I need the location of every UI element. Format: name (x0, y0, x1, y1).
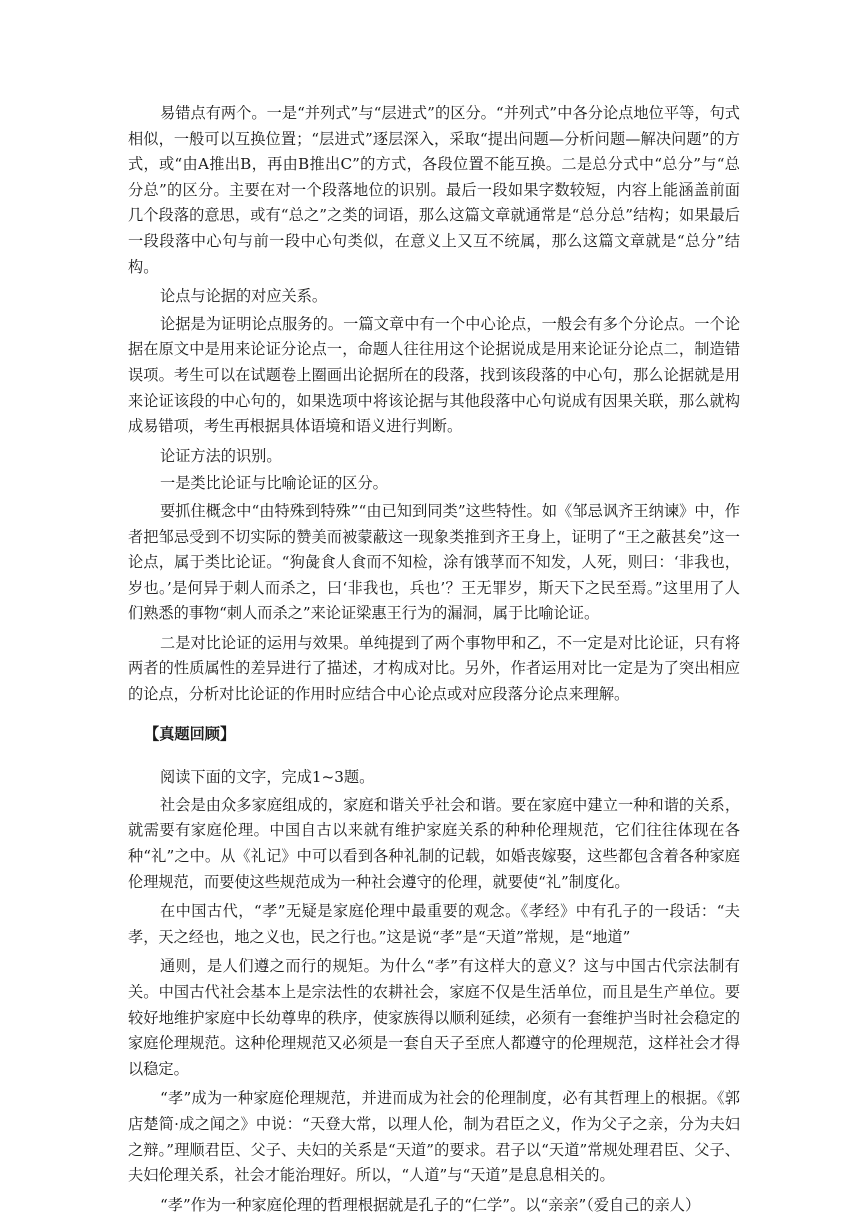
paragraph: 论证方法的识别。 (160, 446, 282, 465)
document-body (128, 101, 740, 1222)
paragraph: 在中国古代，“孝”无疑是家庭伦理中最重要的观念。《孝经》中有孔子的一段话：“夫孝，天之经也，地之义也，民之行也。”这是说“孝”是“天道”常规，是“地道” (128, 902, 740, 946)
paragraph: 阅读下面的文字，完成1~3题。 (160, 768, 375, 787)
paragraph: 论点与论据的对应关系。 (160, 287, 328, 306)
paragraph: 易错点有两个。一是“并列式”与“层进式”的区分。“并列式”中各分论点地位平等，句式相似，一般可以互换位置；“层进式”逐层深入，采取“提出问题—分析问题—解决问题”的方式，或“由A推出B，再由B推出C”的方式，各段位置不能互换。二是总分式中“总分”与“总分总”的区分。主要在对一个段落地位的识别。最后一段如果字数较短，内容上能涵盖前面几个段落的意思，或有“总之”之类的词语，那么这篇文章就通常是“总分总”结构；如果最后一段段落中心句与前一段中心句类似，在意义上又互不统属，那么这篇文章就是“总分”结构。 (128, 104, 740, 276)
paragraph: 通则，是人们遵之而行的规矩。为什么“孝”有这样大的意义？这与中国古代宗法制有关。中国古代社会基本上是宗法性的农耕社会，家庭不仅是生活单位，而且是生产单位。要较好地维护家庭中长幼尊卑的秩序，使家族得以顺利延续，必须有一套维护当时社会稳定的家庭伦理规范。这种伦理规范又必须是一套自天子至庶人都遵守的伦理规范，这样社会才得以稳定。 (128, 957, 740, 1078)
paragraph: 要抓住概念中“由特殊到特殊”“由已知到同类”这些特性。如《邹忌讽齐王纳谏》中，作者把邹忌受到不切实际的赞美而被蒙蔽这一现象类推到齐王身上，证明了“王之蔽甚矣”这一论点，属于类比论证。“狗彘食人食而不知检，涂有饿莩而不知发，人死，则曰：‘非我也，岁也。’是何异于刺人而杀之，曰‘非我也，兵也’？王无罪岁，斯天下之民至焉。”这里用了人们熟悉的事物“刺人而杀之”来论证梁惠王行为的漏洞，属于比喻论证。 (128, 501, 740, 623)
section-heading: 【真题回顾】 (144, 724, 236, 743)
paragraph: 论据是为证明论点服务的。一篇文章中有一个中心论点，一般会有多个分论点。一个论据在原文中是用来论证分论点一，命题人往往用这个论据说成是用来论证分论点二，制造错误项。考生可以在试题卷上圈画出论据所在的段落，找到该段落的中心句，那么论据就是用来论证该段的中心句的，如果选项中将该论据与其他段落中心句说成有因果关联，那么就构成易错项，考生再根据具体语境和语义进行判断。 (128, 314, 740, 436)
paragraph: “孝”作为一种家庭伦理的哲理根据就是孔子的“仁学”。以“亲亲”（爱自己的亲人） (160, 1195, 701, 1214)
paragraph: 社会是由众多家庭组成的，家庭和谐关乎社会和谐。要在家庭中建立一种和谐的关系，就需要有家庭伦理。中国自古以来就有维护家庭关系的种种伦理规范，它们往往体现在各种“礼”之中。从《礼记》中可以看到各种礼制的记载，如婚丧嫁娶，这些都包含着各种家庭伦理规范，而要使这些规范成为一种社会遵守的伦理，就要使“礼”制度化。 (128, 795, 740, 891)
paragraph: “孝”成为一种家庭伦理规范，并进而成为社会的伦理制度，必有其哲理上的根据。《郭店楚简·成之闻之》中说：“天登大常，以理人伦，制为君臣之义，作为父子之亲，分为夫妇之辩。”理顺君臣、父子、夫妇的关系是“天道”的要求。君子以“天道”常规处理君臣、父子、夫妇伦理关系，社会才能治理好。所以，“人道”与“天道”是息息相关的。 (128, 1089, 740, 1185)
paragraph: 一是类比论证与比喻论证的区分。 (160, 474, 388, 493)
paragraph: 二是对比论证的运用与效果。单纯提到了两个事物甲和乙，不一定是对比论证，只有将两者的性质属性的差异进行了描述，才构成对比。另外，作者运用对比一定是为了突出相应的论点，分析对比论证的作用时应结合中心论点或对应段落分论点来理解。 (128, 633, 740, 704)
